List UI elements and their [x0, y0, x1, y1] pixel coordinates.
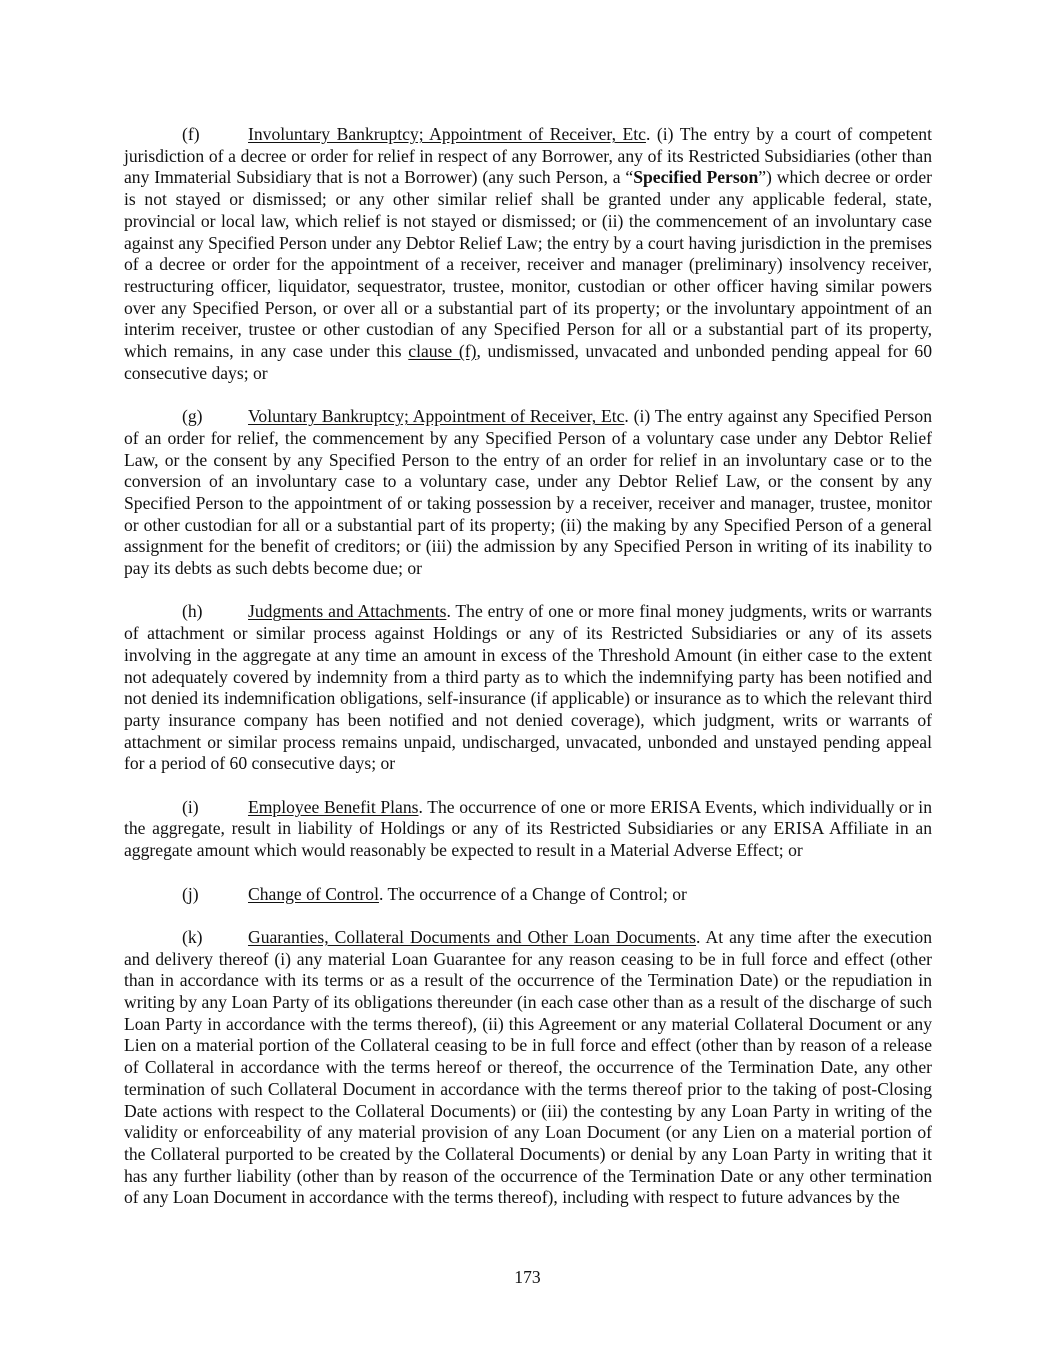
paragraph-text: . The entry of one or more final money judgments, writs or warrants of attachment or similar process against Holdings or any of its Restricted Subsidiaries or any of its assets involving in the aggregate at any time an amount in excess of the Threshold Amount (in either case to the extent not adequately covered by indemnity from a third party as to which the indemnifying party has been notified and not denied its indemnification obligations, self-insurance (if applicable) or insurance as to which the relevant third party insurance company has been notified and not denied coverage), which judgment, writs or warrants of attachment or similar process remains unpaid, undischarged, unvacated, unbonded and unstayed pending appeal for a period of 60 consecutive days; or [124, 601, 932, 774]
paragraph-label: (j) [182, 883, 199, 904]
paragraph-h [124, 601, 932, 775]
paragraph-label: (h) [182, 601, 203, 622]
section-heading: Guaranties, Collateral Documents and Other Loan Documents [248, 926, 697, 947]
section-heading: Judgments and Attachments [248, 601, 447, 622]
paragraph-text: . (i) The entry by a court of competent jurisdiction of a decree or order for relief in respect of any Borrower, any of its Restricted Subsidiaries (other than any Immaterial Subsidiary that is not a Borrower) (any such Person, a “ [124, 124, 932, 188]
paragraph-text: . The occurrence of one or more ERISA Events, which individually or in the aggregate, result in liability of Holdings or any of its Restricted Subsidiaries or any ERISA Affiliate in an aggregate amount which would reasonably be expected to result in a Material Adverse Effect; or [124, 796, 932, 861]
defined-term: Specified Person [633, 167, 759, 188]
paragraph-text: . (i) The entry against any Specified Person of an order for relief, the commencement by any Specified Person of a voluntary case under any Debtor Relief Law, or the consent by any Specified Person to the entry of an order for relief in an involuntary case or to the conversion of an involuntary case to a voluntary case, under any Debtor Relief Law, or the consent by any Specified Person to the appointment of or taking possession by a receiver, receiver and manager, trustee, monitor or other custodian for all or a substantial part of its property; (ii) the making by any Specified Person of a general assignment for the benefit of creditors; or (iii) the admission by any Specified Person in writing of its inability to pay its debts as such debts become due; or [124, 406, 932, 579]
paragraph-text: ”) which decree or order is not stayed or dismissed; or any other similar relief shall be granted under any applicable federal, state, provincial or local law, which relief is not stayed or dismissed; or (ii) the commencement of an involuntary case against any Specified Person under any Debtor Relief Law; the entry by a court having jurisdiction in the premises of a decree or order for the appointment of a receiver, receiver and manager (preliminary) insolvency receiver, restructuring officer, liquidator, sequestrator, trustee, monitor, custodian or other officer having similar powers over any Specified Person, or over all or a substantial part of its property; or the involuntary appointment of an interim receiver, trustee or other custodian of any Specified Person for all or a substantial part of its property, which remains, in any case under this [124, 167, 932, 362]
paragraph-label: (f) [182, 124, 200, 144]
paragraph-k [124, 927, 932, 1209]
section-heading: Voluntary Bankruptcy; Appointment of Receiver, Etc [248, 406, 625, 427]
paragraph-f [124, 124, 932, 384]
clause-reference: clause (f) [408, 341, 477, 362]
section-heading: Involuntary Bankruptcy; Appointment of Receiver, Etc [248, 124, 646, 144]
paragraph-label: (i) [182, 796, 199, 817]
page-number: 173 [514, 1267, 541, 1287]
document-page [124, 124, 932, 1231]
section-heading: Employee Benefit Plans [248, 796, 419, 817]
paragraph-g [124, 406, 932, 580]
paragraph-text: , undismissed, unvacated and unbonded pending appeal for 60 consecutive days; or [124, 341, 932, 383]
paragraph-j [124, 884, 932, 906]
paragraph-label: (k) [182, 926, 203, 947]
paragraph-label: (g) [182, 406, 203, 427]
paragraph-text: . The occurrence of a Change of Control; or [378, 883, 687, 904]
paragraph-text: . At any time after the execution and delivery thereof (i) any material Loan Guarantee for any reason ceasing to be in full force and effect (other than in accordance with its terms or as a result of the occurrence of the Termination Date) or the repudiation in writing by any Loan Party of its obligations thereunder (in each case other than as a result of the discharge of such Loan Party in accordance with the terms thereof), (ii) this Agreement or any material Collateral Document or any Lien on a material portion of the Collateral ceasing to be in full force and effect (other than by reason of a release of Collateral in accordance with the terms hereof or thereof, the occurrence of the Termination Date, any other termination of such Collateral Document in accordance with the terms thereof prior to the taking of post-Closing Date actions with respect to the Collateral Documents) or (iii) the contesting by any Loan Party in writing of the validity or enforceability of any material provision of any Loan Document (or any Lien on a material portion of the Collateral purported to be created by the Collateral Documents) or denial by any Loan Party in writing that it has any further liability (other than by reason of the occurrence of the Termination Date or any other termination of any Loan Document in accordance with the terms thereof), including with respect to future advances by the [124, 926, 932, 1208]
paragraph-i [124, 797, 932, 862]
section-heading: Change of Control [248, 883, 379, 904]
